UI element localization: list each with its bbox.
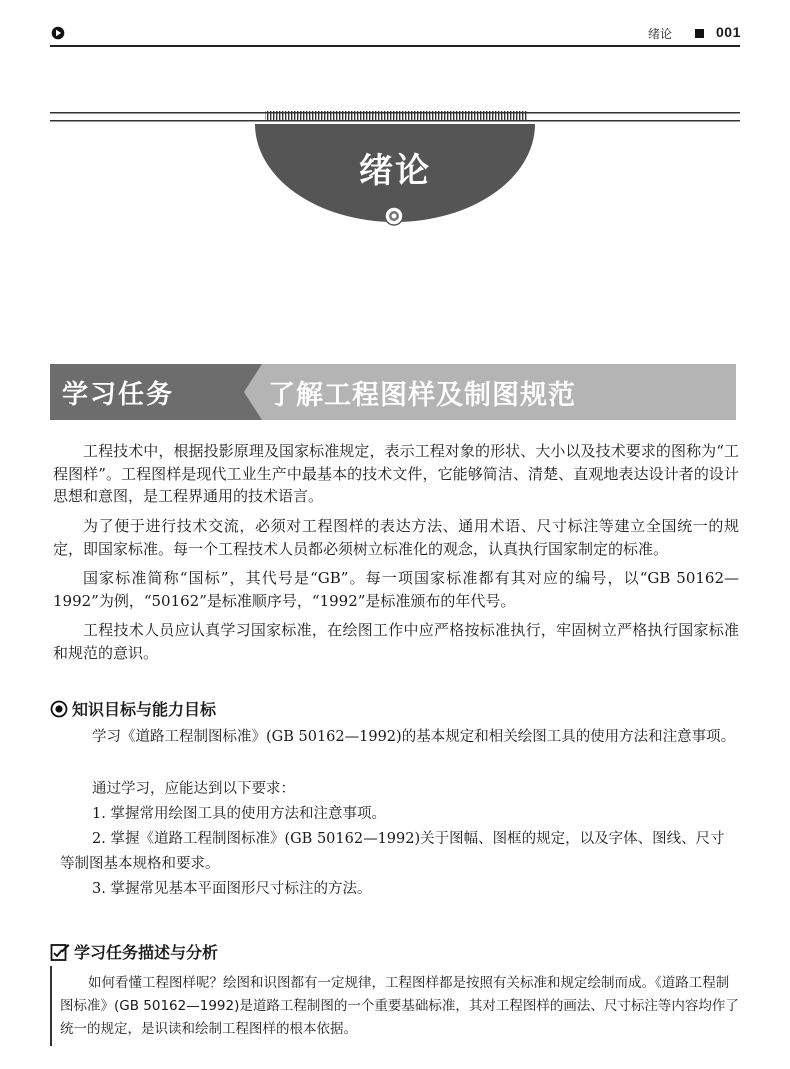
checklist-pencil-icon xyxy=(50,942,70,962)
chapter-title: 绪论 xyxy=(359,151,431,191)
header-square-marker xyxy=(695,29,704,38)
page-number: 001 xyxy=(716,24,741,40)
paragraph: 国家标准简称“国标”，其代号是“GB”。每一项国家标准都有其对应的编号，以“GB 50162—1992”为例，“50162”是标准顺序号，“1992”是标准颁布的年代号。 xyxy=(53,569,739,610)
bullseye-icon xyxy=(50,700,68,718)
description-heading xyxy=(50,940,218,963)
task-label: 学习任务 xyxy=(62,380,175,410)
task-title: 了解工程图样及制图规范 xyxy=(268,380,576,411)
paragraph: 为了便于进行技术交流，必须对工程图样的表达方法、通用术语、尺寸标注等建立全国统一的规定，即国家标准。每一个工程技术人员都必须树立标准化的观念，认真执行国家制定的标准。 xyxy=(53,517,739,558)
objectives-lead: 通过学习，应能达到以下要求： xyxy=(92,781,295,797)
paragraph: 工程技术中，根据投影原理及国家标准规定，表示工程对象的形状、大小以及技术要求的图称为“工程图样”。工程图样是现代工业生产中最基本的技术文件，它能够简洁、清楚、直观地表达设计者的设计思想和意图，是工程界通用的技术语言。 xyxy=(53,442,739,505)
task-bar-arrow xyxy=(232,364,262,420)
description-text: 如何看懂工程图样呢？绘图和识图都有一定规律，工程图样都是按照有关标准和规定绘制而成。《道路工程制图标准》(GB 50162—1992)是道路工程制图的一个重要基础标准，其对工程图样的画法、尺寸标注等内容均作了统一的规定，是识读和绘制工程图样的根本依据。 xyxy=(60,975,739,1037)
objective-item: 3. 掌握常见基本平面图形尺寸标注的方法。 xyxy=(92,881,372,897)
description-side-rule xyxy=(50,966,52,1046)
objectives-heading-text: 知识目标与能力目标 xyxy=(72,700,217,719)
description-heading-text: 学习任务描述与分析 xyxy=(74,943,219,962)
objectives-intro: 学习《道路工程制图标准》(GB 50162—1992)的基本规定和相关绘图工具的使用方法和注意事项。 xyxy=(92,729,736,745)
paragraph: 工程技术人员应认真学习国家标准，在绘图工作中应严格按标准执行，牢固树立严格执行国家标准和规范的意识。 xyxy=(53,621,739,662)
objectives-heading xyxy=(50,697,216,720)
objective-item: 1. 掌握常用绘图工具的使用方法和注意事项。 xyxy=(92,806,386,822)
objective-item: 2. 掌握《道路工程制图标准》(GB 50162—1992)关于图幅、图框的规定，以及字体、图线、尺寸等制图基本规格和要求。 xyxy=(60,831,725,872)
header-rule xyxy=(50,45,740,47)
header-chapter-name: 绪论 xyxy=(648,27,673,41)
play-circle-icon xyxy=(51,26,65,40)
